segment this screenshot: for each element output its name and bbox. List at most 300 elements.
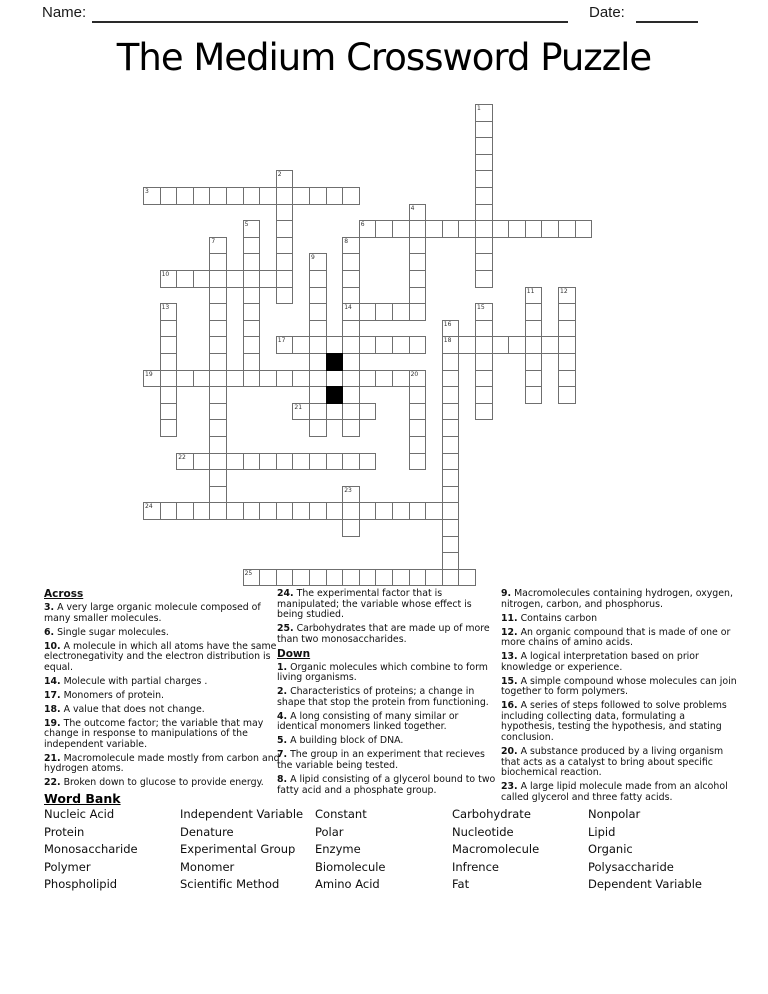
grid-cell <box>475 237 493 255</box>
grid-cell <box>409 237 427 255</box>
grid-cell <box>193 502 211 520</box>
grid-cell <box>243 303 261 321</box>
clue: 8. A lipid consisting of a glycerol bound to two fatty acid and a phosphate group. <box>277 774 496 796</box>
cell-number: 13 <box>161 304 170 312</box>
grid-cell <box>392 502 410 520</box>
grid-cell <box>209 237 227 255</box>
grid-cell <box>342 237 360 255</box>
cell-number: 25 <box>244 569 253 577</box>
clue: 21. Macromolecule made mostly from carbon and hydrogen atoms. <box>44 752 280 775</box>
grid-cell <box>243 187 261 205</box>
grid-cell <box>259 187 277 205</box>
grid-cell <box>442 403 460 421</box>
grid-cell <box>409 436 427 454</box>
clue-number: 22. <box>44 777 61 789</box>
name-label: Name: <box>42 4 87 21</box>
grid-cell <box>276 220 294 238</box>
word-bank-word: Amino Acid <box>315 877 380 892</box>
grid-cell <box>342 419 360 437</box>
grid-cell <box>392 303 410 321</box>
word-bank-heading: Word Bank <box>44 791 121 806</box>
grid-cell <box>475 353 493 371</box>
grid-cell <box>176 502 194 520</box>
grid-cell <box>276 370 294 388</box>
grid-cell <box>309 386 327 404</box>
clue-number: 1. <box>277 661 288 673</box>
cell-number: 16 <box>443 320 452 328</box>
grid-cell <box>309 287 327 305</box>
clue-number: 25. <box>277 623 294 635</box>
grid-cell <box>442 320 460 338</box>
grid-cell <box>475 154 493 172</box>
clues-column-1 <box>44 589 280 792</box>
grid-cell <box>226 453 244 471</box>
grid-cell <box>392 336 410 354</box>
grid-cell <box>276 187 294 205</box>
grid-cell <box>442 386 460 404</box>
grid-cell <box>160 353 178 371</box>
cell-number: 6 <box>360 221 365 229</box>
cell-number: 23 <box>344 486 352 494</box>
grid-cell <box>375 502 393 520</box>
clue: 22. Broken down to glucose to provide energy. <box>44 777 264 789</box>
grid-cell <box>309 453 327 471</box>
grid-cell <box>508 220 526 238</box>
grid-cell <box>475 320 493 338</box>
grid-cell <box>326 502 344 520</box>
grid-cell <box>392 569 410 587</box>
grid-cell <box>442 419 460 437</box>
grid-cell <box>475 336 493 354</box>
clue-number: 19. <box>44 717 61 729</box>
grid-cell <box>508 336 526 354</box>
grid-cell <box>342 320 360 338</box>
clue: 19. The outcome factor; the variable that may change in response to manipulations of the independent variable. <box>44 717 264 750</box>
grid-cell <box>442 519 460 537</box>
grid-cell <box>409 502 427 520</box>
grid-cell <box>309 502 327 520</box>
grid-cell <box>475 220 493 238</box>
clue-number: 15. <box>501 675 518 687</box>
grid-cell <box>160 187 178 205</box>
grid-cell <box>342 270 360 288</box>
word-bank-word: Monomer <box>180 859 235 874</box>
cell-number: 4 <box>410 204 415 212</box>
grid-cell <box>160 403 178 421</box>
grid-cell <box>243 370 261 388</box>
grid-cell <box>160 419 178 437</box>
grid-cell <box>209 419 227 437</box>
grid-cell <box>176 270 194 288</box>
grid-cell <box>442 453 460 471</box>
grid-cell <box>209 403 227 421</box>
clue: 7. The group in an experiment that recieves the variable being tested. <box>277 749 485 772</box>
grid-cell <box>342 287 360 305</box>
grid-cell <box>442 552 460 570</box>
grid-cell <box>342 370 360 388</box>
clue: 12. An organic compound that is made of one or more chains of amino acids. <box>501 626 731 649</box>
grid-cell <box>209 502 227 520</box>
grid-cell <box>243 253 261 271</box>
grid-cell <box>359 403 377 421</box>
grid-cell <box>541 336 559 354</box>
grid-cell <box>309 569 327 587</box>
grid-cell <box>292 370 310 388</box>
word-bank-word: Independent Variable <box>180 807 304 821</box>
grid-cell <box>475 137 493 155</box>
grid-cell <box>558 353 576 371</box>
grid-cell <box>492 336 510 354</box>
grid-cell <box>209 469 227 487</box>
grid-cell <box>292 403 310 421</box>
grid-cell <box>160 303 178 321</box>
grid-cell <box>575 220 593 238</box>
clue-number: 21. <box>44 752 61 764</box>
cell-number: 20 <box>410 370 419 378</box>
grid-cell <box>209 436 227 454</box>
grid-cell <box>375 336 393 354</box>
word-bank-column <box>315 806 386 894</box>
clue: 2. Characteristics of proteins; a change in shape that stop the protein from functioning. <box>277 686 489 708</box>
clue-number: 5. <box>277 735 288 747</box>
cell-number: 7 <box>211 237 216 245</box>
grid-cell <box>309 403 327 421</box>
word-bank-word: Organic <box>588 842 633 857</box>
word-bank-word: Enzyme <box>315 842 361 857</box>
grid-cell <box>342 486 360 504</box>
clue-number: 9. <box>501 588 512 599</box>
grid-cell <box>442 502 460 520</box>
grid-cell <box>359 453 377 471</box>
grid-cell <box>409 204 427 222</box>
grid-cell <box>176 370 194 388</box>
grid-cell <box>475 253 493 271</box>
grid-cell <box>209 287 227 305</box>
grid-cell <box>226 187 244 205</box>
word-bank-word: Phospholipid <box>44 877 118 892</box>
grid-cell <box>425 220 443 238</box>
grid-cell <box>259 270 277 288</box>
grid-cell <box>209 336 227 354</box>
grid-cell <box>558 303 576 321</box>
grid-cell <box>475 187 493 205</box>
grid-cell <box>442 353 460 371</box>
grid-cell <box>226 502 244 520</box>
grid-cell <box>209 320 227 338</box>
grid-cell <box>525 336 543 354</box>
grid-cell <box>359 502 377 520</box>
cell-number: 18 <box>443 337 452 345</box>
grid-cell <box>276 204 294 222</box>
grid-cell <box>209 386 227 404</box>
word-bank-word: Carbohydrate <box>452 807 531 821</box>
clue-number: 12. <box>501 626 518 638</box>
word-bank-word: Lipid <box>588 824 616 839</box>
grid-cell <box>143 187 161 205</box>
grid-cell <box>176 187 194 205</box>
grid-cell <box>475 170 493 188</box>
grid-cell <box>243 502 261 520</box>
word-bank-word: Monosaccharide <box>44 842 138 857</box>
clue: 4. A long consisting of many similar or identical monomers linked together. <box>277 710 459 733</box>
grid-cell <box>342 403 360 421</box>
grid-cell <box>342 303 360 321</box>
grid-cell <box>375 220 393 238</box>
grid-cell <box>259 370 277 388</box>
grid-cell <box>193 270 211 288</box>
grid-cell <box>309 320 327 338</box>
grid-cell <box>442 370 460 388</box>
cell-number: 14 <box>344 304 352 312</box>
grid-cell <box>276 287 294 305</box>
grid-cell <box>525 220 543 238</box>
grid-cell <box>209 453 227 471</box>
cell-number: 1 <box>477 105 481 112</box>
clue-number: 2. <box>277 686 288 698</box>
grid-cell <box>558 336 576 354</box>
grid-cell <box>259 453 277 471</box>
grid-cell <box>425 502 443 520</box>
grid-cell <box>209 253 227 271</box>
grid-cell <box>160 502 178 520</box>
word-bank-word: Polysaccharide <box>588 859 674 874</box>
grid-cell <box>209 486 227 504</box>
grid-cell <box>525 386 543 404</box>
word-bank-word: Constant <box>315 807 367 821</box>
grid-cell <box>276 569 294 587</box>
date-blank-line <box>636 4 698 23</box>
grid-cell <box>442 469 460 487</box>
clue: 9. Macromolecules containing hydrogen, oxygen, nitrogen, carbon, and phosphorus. <box>501 588 733 610</box>
grid-cell <box>525 320 543 338</box>
grid-cell <box>243 336 261 354</box>
word-bank-column <box>588 806 702 894</box>
grid-cell <box>276 253 294 271</box>
grid-cell <box>292 569 310 587</box>
grid-cell <box>209 370 227 388</box>
grid-cell <box>259 569 277 587</box>
clue: 1. Organic molecules which combine to form living organisms. <box>277 661 488 684</box>
grid-cell <box>359 569 377 587</box>
grid-cell <box>243 237 261 255</box>
grid-cell <box>143 502 161 520</box>
word-bank-word: Denature <box>180 824 234 839</box>
grid-cell <box>209 353 227 371</box>
grid-cell <box>442 436 460 454</box>
clue: 20. A substance produced by a living organism that acts as a catalyst to bring about specific biochemical reaction. <box>501 746 724 779</box>
grid-cell <box>409 419 427 437</box>
grid-cell <box>326 336 344 354</box>
grid-cell <box>342 569 360 587</box>
grid-cell <box>541 220 559 238</box>
clue-number: 20. <box>501 746 518 758</box>
clue: 11. Contains carbon <box>501 612 598 624</box>
clue-number: 14. <box>44 675 61 687</box>
grid-cell <box>475 370 493 388</box>
grid-cell <box>276 237 294 255</box>
grid-cell <box>375 303 393 321</box>
cell-number: 2 <box>277 171 282 179</box>
grid-cell <box>375 370 393 388</box>
grid-cell <box>342 187 360 205</box>
grid-cell <box>309 270 327 288</box>
word-bank-word: Fat <box>452 877 470 892</box>
grid-cell <box>243 220 261 238</box>
grid-cell <box>243 353 261 371</box>
page-title: The Medium Crossword Puzzle <box>116 36 652 79</box>
cell-number: 21 <box>294 403 303 411</box>
grid-cell <box>276 170 294 188</box>
grid-cell <box>326 569 344 587</box>
grid-cell <box>475 104 493 122</box>
grid-cell <box>558 370 576 388</box>
grid-cell <box>409 403 427 421</box>
grid-cell <box>309 303 327 321</box>
word-bank-word: Nucleic Acid <box>44 807 115 821</box>
grid-cell <box>309 187 327 205</box>
grid-cell <box>409 220 427 238</box>
word-bank-word: Nonpolar <box>588 807 641 821</box>
grid-cell <box>143 370 161 388</box>
grid-cell <box>209 303 227 321</box>
clue: 5. A building block of DNA. <box>277 735 404 747</box>
grid-cell <box>425 569 443 587</box>
cell-number: 19 <box>145 370 153 378</box>
grid-cell <box>525 353 543 371</box>
cell-number: 10 <box>161 271 170 278</box>
grid-cell <box>326 370 344 388</box>
grid-cell <box>309 370 327 388</box>
grid-cell <box>243 569 261 587</box>
grid-cell <box>558 386 576 404</box>
grid-cell <box>226 270 244 288</box>
clue: 24. The experimental factor that is manipulated; the variable whose effect is being studied. <box>277 588 472 621</box>
grid-cell <box>375 569 393 587</box>
clue: 25. Carbohydrates that are made up of more than two monosaccharides. <box>277 623 490 645</box>
clue-section-heading: Across <box>44 588 84 600</box>
grid-cell <box>359 336 377 354</box>
grid-cell <box>458 220 476 238</box>
cell-number: 24 <box>145 503 153 511</box>
grid-cell <box>492 220 510 238</box>
word-bank-word: Nucleotide <box>452 824 514 839</box>
clue-number: 17. <box>44 689 61 701</box>
grid-cell <box>409 287 427 305</box>
grid-cell <box>342 519 360 537</box>
grid-cell <box>209 270 227 288</box>
cell-number: 3 <box>145 188 149 195</box>
grid-cell <box>442 336 460 354</box>
clues-column-2 <box>277 589 499 800</box>
cell-number: 22 <box>178 453 186 461</box>
grid-cell <box>409 303 427 321</box>
grid-cell <box>326 187 344 205</box>
clue-number: 4. <box>277 710 288 722</box>
clue-number: 10. <box>44 640 61 652</box>
cell-number: 11 <box>526 287 535 295</box>
grid-cell <box>276 502 294 520</box>
clue-number: 3. <box>44 601 55 613</box>
grid-cell <box>409 386 427 404</box>
grid-black-cell <box>326 386 344 404</box>
grid-cell <box>392 370 410 388</box>
grid-cell <box>558 287 576 305</box>
grid-cell <box>525 303 543 321</box>
grid-cell <box>442 536 460 554</box>
clue: 18. A value that does not change. <box>44 703 205 715</box>
grid-cell <box>359 303 377 321</box>
grid-cell <box>276 336 294 354</box>
cell-number: 12 <box>560 287 568 295</box>
clue-number: 16. <box>501 700 518 712</box>
grid-cell <box>558 220 576 238</box>
word-bank-word: Scientific Method <box>180 877 280 892</box>
grid-cell <box>442 569 460 587</box>
grid-cell <box>342 353 360 371</box>
grid-cell <box>359 370 377 388</box>
grid-cell <box>409 453 427 471</box>
grid-cell <box>276 453 294 471</box>
grid-cell <box>326 453 344 471</box>
word-bank-column <box>180 806 303 894</box>
word-bank-word: Infrence <box>452 859 499 874</box>
grid-cell <box>342 386 360 404</box>
grid-cell <box>525 370 543 388</box>
clue: 10. A molecule in which all atoms have the same electronegativity and the electron distribution is equal. <box>44 640 277 673</box>
grid-cell <box>409 253 427 271</box>
cell-number: 8 <box>344 237 349 245</box>
grid-cell <box>193 453 211 471</box>
cell-number: 17 <box>277 337 286 345</box>
name-blank-line <box>92 4 568 23</box>
word-bank-word: Biomolecule <box>315 859 386 874</box>
grid-cell <box>276 270 294 288</box>
grid-cell <box>326 403 344 421</box>
cell-number: 9 <box>311 254 315 262</box>
grid-cell <box>458 569 476 587</box>
word-bank-word: Dependent Variable <box>588 877 702 892</box>
grid-cell <box>160 270 178 288</box>
clue-number: 8. <box>277 774 288 786</box>
grid-cell <box>409 370 427 388</box>
grid-cell <box>193 370 211 388</box>
word-bank-word: Macromolecule <box>452 842 540 857</box>
grid-cell <box>309 353 327 371</box>
grid-cell <box>342 453 360 471</box>
grid-cell <box>458 336 476 354</box>
grid-cell <box>292 502 310 520</box>
clue: 3. A very large organic molecule composed of many smaller molecules. <box>44 601 261 624</box>
clue: 15. A simple compound whose molecules can join together to form polymers. <box>501 675 737 698</box>
grid-cell <box>475 270 493 288</box>
grid-cell <box>160 336 178 354</box>
grid-cell <box>292 453 310 471</box>
clue-section-heading: Down <box>277 647 311 660</box>
grid-cell <box>309 419 327 437</box>
grid-cell <box>442 486 460 504</box>
grid-cell <box>292 187 310 205</box>
word-bank-word: Polar <box>315 824 344 839</box>
clue: 16. A series of steps followed to solve problems including collecting data, formulating a hypothesis, testing the hypothesis, and stating conclusion. <box>501 700 727 744</box>
word-bank-word: Polymer <box>44 859 91 874</box>
grid-cell <box>309 336 327 354</box>
grid-cell <box>243 320 261 338</box>
word-bank-word: Protein <box>44 824 85 839</box>
word-bank-column <box>452 806 539 894</box>
grid-cell <box>442 220 460 238</box>
grid-cell <box>226 370 244 388</box>
grid-cell <box>475 403 493 421</box>
